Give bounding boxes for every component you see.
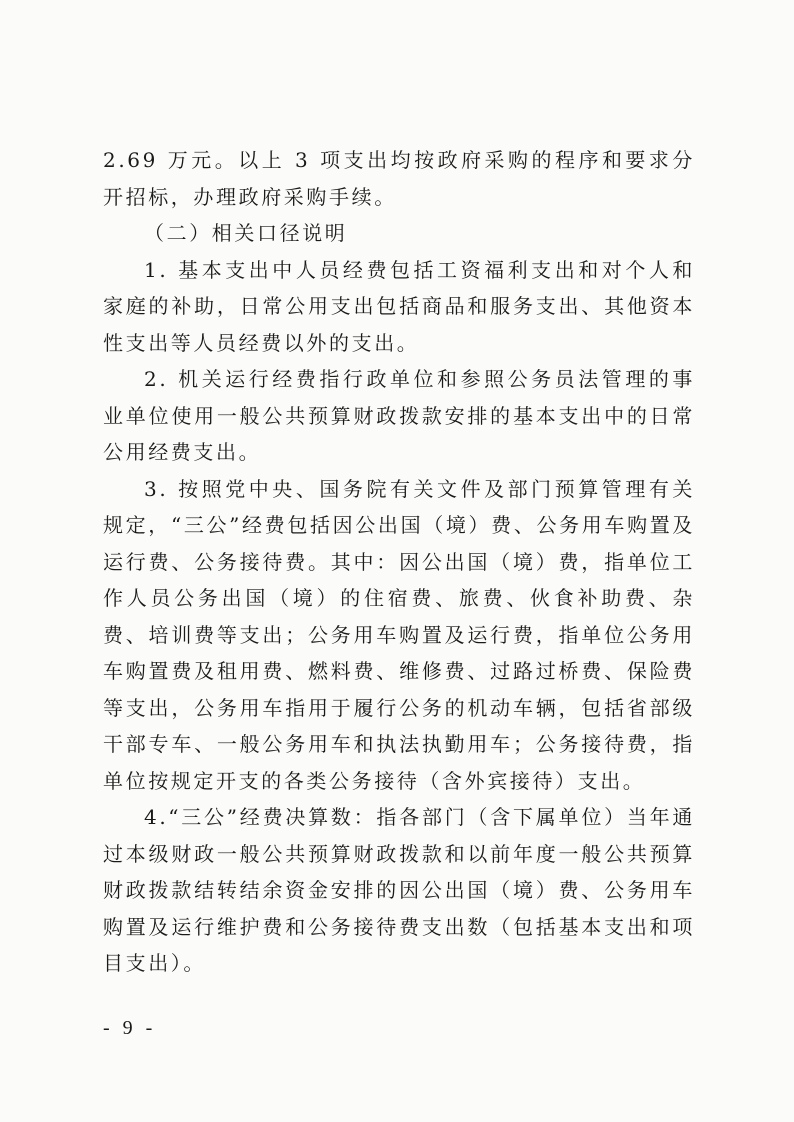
paragraph-item-2: 2. 机关运行经费指行政单位和参照公务员法管理的事业单位使用一般公共预算财政拨款安排的基本支出中的日常公用经费支出。 [103,367,695,464]
paragraph-item-4: 4.“三公”经费决算数：指各部门（含下属单位）当年通过本级财政一般公共预算财政拨款和以前年度一般公共预算财政拨款结转结余资金安排的因公出国（境）费、公务用车购置及运行维护费和公务接待费支出数（包括基本支出和项目支出）。 [103,805,695,975]
paragraph-item-1: 1. 基本支出中人员经费包括工资福利支出和对个人和家庭的补助，日常公用支出包括商品和服务支出、其他资本性支出等人员经费以外的支出。 [103,257,695,355]
document-body [103,142,695,982]
section-heading-related-definitions: （二）相关口径说明 [144,221,348,245]
paragraph-procurement-continuation: 2.69 万元。以上 3 项支出均按政府采购的程序和要求分开招标，办理政府采购手续。 [103,148,695,209]
page-number: - 9 - [103,1017,157,1039]
paragraph-item-3: 3. 按照党中央、国务院有关文件及部门预算管理有关规定，“三公”经费包括因公出国（境）费、公务用车购置及运行费、公务接待费。其中：因公出国（境）费，指单位工作人员公务出国（境）的住宿费、旅费、伙食补助费、杂费、培训费等支出；公务用车购置及运行费，指单位公务用车购置费及租用费、燃料费、维修费、过路过桥费、保险费等支出，公务用车指用于履行公务的机动车辆，包括省部级干部专车、一般公务用车和执法执勤用车；公务接待费，指单位按规定开支的各类公务接待（含外宾接待）支出。 [103,476,695,793]
